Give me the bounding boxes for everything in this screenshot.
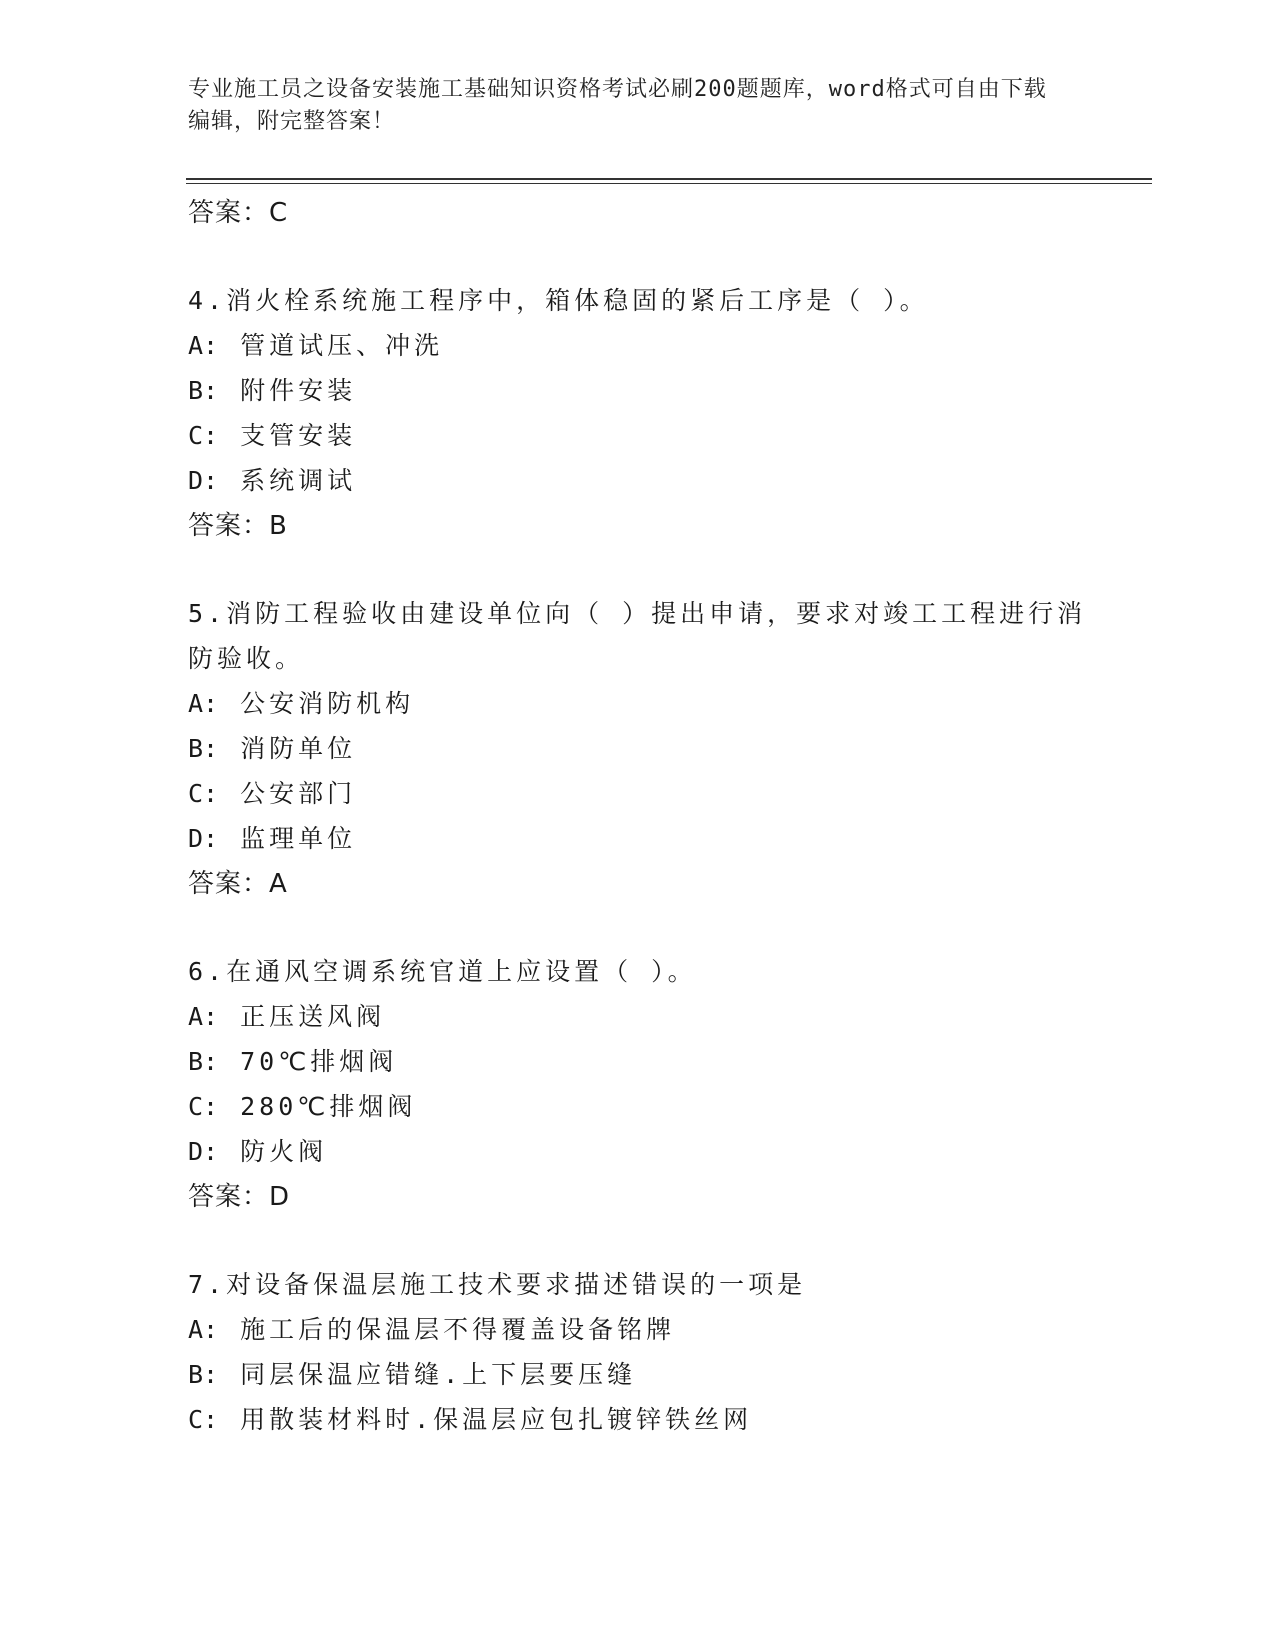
option-letter: C: (188, 1405, 219, 1434)
question-block (188, 949, 1088, 1220)
answer-option (188, 458, 1088, 503)
option-text: 系统调试 (240, 466, 357, 495)
option-letter: D: (188, 1137, 219, 1166)
option-letter: C: (188, 1092, 219, 1121)
option-text: 公安消防机构 (240, 689, 415, 718)
question-list (188, 278, 1088, 1442)
answer-line: 答案：C (188, 198, 289, 228)
answer-option (188, 1397, 1088, 1442)
option-letter: D: (188, 824, 219, 853)
option-text: 施工后的保温层不得覆盖设备铭牌 (240, 1315, 676, 1344)
option-text: 用散装材料时.保温层应包扎镀锌铁丝网 (240, 1405, 753, 1434)
option-letter: B: (188, 1360, 219, 1389)
option-letter: A: (188, 1315, 219, 1344)
answer-option (188, 994, 1088, 1039)
option-letter: A: (188, 331, 219, 360)
answer-option (188, 726, 1088, 771)
question-block (188, 1262, 1088, 1442)
option-text: 消防单位 (240, 734, 357, 763)
header-rule (186, 178, 1152, 184)
option-letter: B: (188, 734, 219, 763)
option-letter: C: (188, 779, 219, 808)
option-text: 支管安装 (240, 421, 357, 450)
answer-option (188, 368, 1088, 413)
question-block (188, 591, 1088, 907)
answer-option (188, 1307, 1088, 1352)
option-text: 监理单位 (240, 824, 357, 853)
answer-option (188, 1352, 1088, 1397)
option-letter: A: (188, 1002, 219, 1031)
question-stem: 4.消火栓系统施工程序中，箱体稳固的紧后工序是（ ）。 (188, 286, 929, 315)
question-stem: 6.在通风空调系统官道上应设置（ ）。 (188, 957, 697, 986)
option-text: 正压送风阀 (240, 1002, 386, 1031)
answer-option (188, 1084, 1088, 1129)
question-stem: 5.消防工程验收由建设单位向（ ）提出申请，要求对竣工工程进行消防验收。 (188, 599, 1087, 673)
option-text: 同层保温应错缝.上下层要压缝 (240, 1360, 637, 1389)
answer-option (188, 1129, 1088, 1174)
option-letter: D: (188, 466, 219, 495)
question-stem: 7.对设备保温层施工技术要求描述错误的一项是 (188, 1270, 807, 1299)
answer-line: 答案：A (188, 869, 288, 899)
option-letter: B: (188, 1047, 219, 1076)
option-letter: A: (188, 689, 219, 718)
answer-line: 答案：D (188, 1182, 291, 1212)
answer-option (188, 1039, 1088, 1084)
option-text: 防火阀 (240, 1137, 328, 1166)
option-text: 附件安装 (240, 376, 357, 405)
option-text: 管道试压、冲洗 (240, 331, 444, 360)
option-text: 70℃排烟阀 (240, 1047, 398, 1076)
answer-line: 答案：B (188, 511, 288, 541)
option-letter: C: (188, 421, 219, 450)
answer-option (188, 413, 1088, 458)
question-block (188, 278, 1088, 549)
document-body (188, 190, 1088, 1442)
page-header: 专业施工员之设备安装施工基础知识资格考试必刷200题题库，word格式可自由下载编辑，附完整答案！ (188, 77, 1047, 134)
answer-option (188, 816, 1088, 861)
answer-option (188, 771, 1088, 816)
answer-option (188, 681, 1088, 726)
answer-option (188, 323, 1088, 368)
option-text: 280℃排烟阀 (240, 1092, 417, 1121)
option-text: 公安部门 (240, 779, 357, 808)
option-letter: B: (188, 376, 219, 405)
